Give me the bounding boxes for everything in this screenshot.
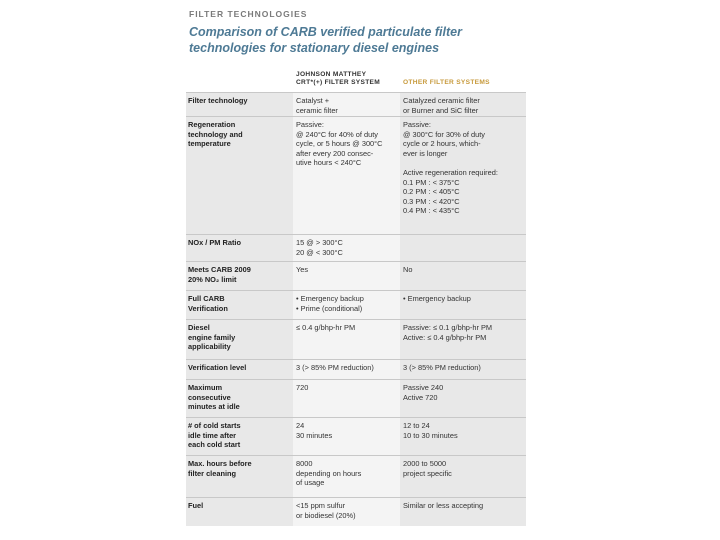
row-label: # of cold starts idle time after each cold start	[188, 421, 241, 450]
table-row	[186, 116, 526, 234]
table-row	[186, 379, 526, 417]
row-label: Meets CARB 2009 20% NO₂ limit	[188, 265, 251, 284]
row-label: Filter technology	[188, 96, 248, 105]
row-label: Regeneration technology and temperature	[188, 120, 243, 149]
table-row	[186, 319, 526, 359]
row-label: Maximum consecutive minutes at idle	[188, 383, 240, 412]
table-row	[186, 290, 526, 319]
other-cell: Passive: ≤ 0.1 g/bhp-hr PM Active: ≤ 0.4 g/bhp-hr PM	[403, 323, 493, 342]
row-label: Verification level	[188, 363, 247, 372]
table-row	[186, 359, 526, 379]
jm-cell: Yes	[296, 265, 309, 274]
other-cell: Passive: @ 300°C for 30% of duty cycle or 2 hours, which- ever is longer Active regeneration required: 0.1 PM : < 375°C 0.2 PM : < 405°C 0.3 PM : < 420°C 0.4 PM : < 435°C	[403, 120, 498, 216]
jm-cell: Catalyst + ceramic filter	[296, 96, 338, 115]
comparison-table	[186, 92, 526, 526]
jm-cell: 15 @ > 300°C 20 @ < 300°C	[296, 238, 343, 257]
other-cell: • Emergency backup	[403, 294, 471, 303]
other-cell: Similar or less accepting	[403, 501, 484, 510]
table-row	[186, 261, 526, 290]
row-label: Full CARB Verification	[188, 294, 228, 313]
row-label: Max. hours before filter cleaning	[188, 459, 252, 478]
table-row	[186, 455, 526, 497]
table-row	[186, 234, 526, 261]
other-cell: 12 to 24 10 to 30 minutes	[403, 421, 458, 440]
jm-cell: 720	[296, 383, 309, 392]
jm-cell: 24 30 minutes	[296, 421, 333, 440]
jm-cell: Passive: @ 240°C for 40% of duty cycle, or 5 hours @ 300°C after every 200 consec- utive hours < 240°C	[296, 120, 383, 168]
column-header-johnson-matthey: JOHNSON MATTHEY CRT*(+) FILTER SYSTEM	[296, 71, 381, 86]
row-label: NOx / PM Ratio	[188, 238, 241, 247]
table-row	[186, 92, 526, 116]
other-cell: 2000 to 5000 project specific	[403, 459, 452, 478]
jm-cell: 3 (> 85% PM reduction)	[296, 363, 374, 372]
row-label: Diesel engine family applicability	[188, 323, 236, 352]
table-row	[186, 417, 526, 455]
jm-cell: ≤ 0.4 g/bhp-hr PM	[296, 323, 356, 332]
other-cell: Passive 240 Active 720	[403, 383, 444, 402]
row-label: Fuel	[188, 501, 204, 510]
page-title: Comparison of CARB verified particulate filter technologies for stationary diesel engines	[189, 25, 462, 55]
other-cell: No	[403, 265, 413, 274]
column-header-other-systems: OTHER FILTER SYSTEMS	[403, 79, 490, 86]
other-cell: Catalyzed ceramic filter or Burner and SiC filter	[403, 96, 480, 115]
jm-cell: <15 ppm sulfur or biodiesel (20%)	[296, 501, 356, 520]
section-heading: FILTER TECHNOLOGIES	[189, 9, 308, 19]
table-row	[186, 497, 526, 526]
jm-cell: • Emergency backup • Prime (conditional)	[296, 294, 364, 313]
other-cell: 3 (> 85% PM reduction)	[403, 363, 481, 372]
jm-cell: 8000 depending on hours of usage	[296, 459, 362, 488]
